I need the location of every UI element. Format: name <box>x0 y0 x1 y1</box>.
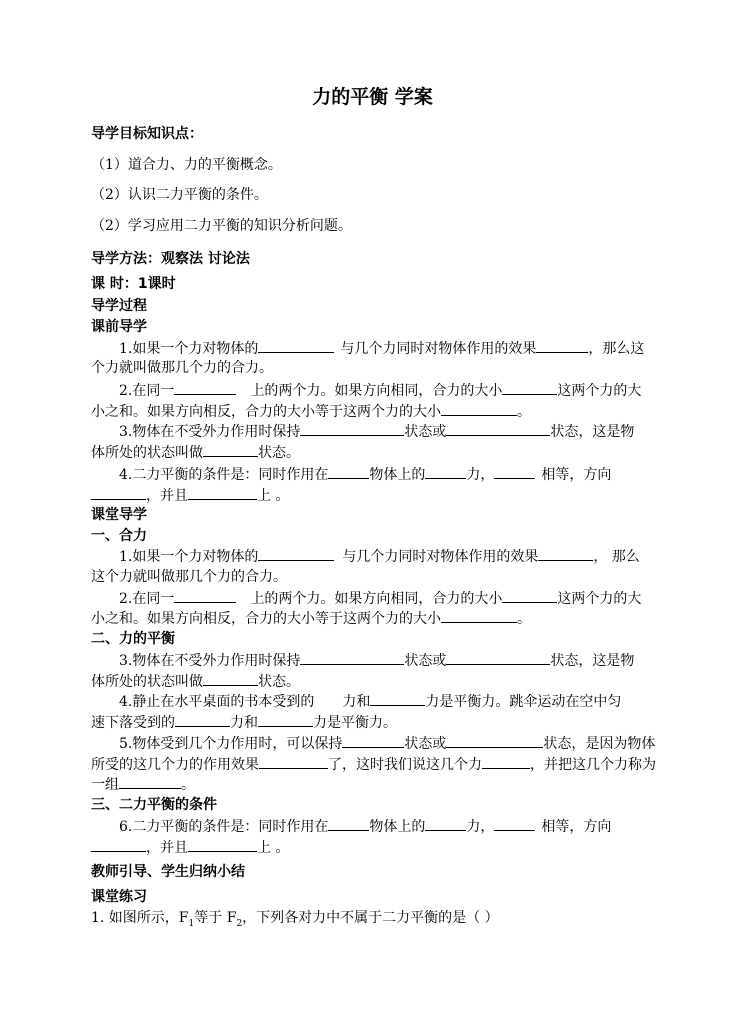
question-line: 速下落受到的 力和 力是平衡力。 <box>91 712 397 733</box>
section-heading: 三、二力平衡的条件 <box>91 797 217 813</box>
question-line: 个力就叫做那几个力的合力。 <box>91 360 273 376</box>
objective-item: （1）道合力、力的平衡概念。 <box>91 157 282 173</box>
question-line: 小之和。如果方向相反，合力的大小等于这两个力的大小 。 <box>91 608 531 629</box>
objectives-heading: 导学目标知识点： <box>91 126 203 142</box>
question-line: 2.在同一 上的两个力。如果方向相同，合力的大小 这两个力的大 <box>119 588 641 609</box>
question-line: 体所处的状态叫做 状态。 <box>91 442 300 463</box>
objective-item: （2）学习应用二力平衡的知识分析问题。 <box>91 218 352 234</box>
question-line: ，并且 上 。 <box>91 837 289 858</box>
question-line: 5.物体受到几个力作用时，可以保持 状态或 状态，是因为物体 <box>119 733 655 754</box>
page-title: 力的平衡 学案 <box>312 86 433 108</box>
hours-line: 课 时：1课时 <box>91 276 176 292</box>
question-line: 6.二力平衡的条件是：同时作用在 物体上的 力， 相等，方向 <box>119 816 611 837</box>
practice-heading: 课堂练习 <box>91 889 147 905</box>
question-line: 4.静止在水平桌面的书本受到的 力和 力是平衡力。跳伞运动在空中匀 <box>119 691 621 712</box>
objective-item: （2）认识二力平衡的条件。 <box>91 187 268 203</box>
question-line: ，并且 上 。 <box>91 485 289 506</box>
section-heading: 二、力的平衡 <box>91 631 175 647</box>
question-line: 1.如果一个力对物体的 与几个力同时对物体作用的效果 ，那么这 <box>119 338 644 359</box>
question-line: 1.如果一个力对物体的 与几个力同时对物体作用的效果 ， 那么 <box>119 546 640 567</box>
question-line: 4.二力平衡的条件是：同时作用在 物体上的 力， 相等，方向 <box>119 464 611 485</box>
question-line: 一组 。 <box>91 774 195 795</box>
method-line: 导学方法：观察法 讨论法 <box>91 251 250 267</box>
question-line: 小之和。如果方向相反，合力的大小等于这两个力的大小 。 <box>91 401 531 422</box>
question-line: 这个力就叫做那几个力的合力。 <box>91 569 287 585</box>
process-heading: 导学过程 <box>91 298 147 314</box>
practice-question: 1. 如图所示，$F_1$等于 $F_2$，下列各对力中不属于二力平衡的是（ ） <box>91 910 499 929</box>
inclass-heading: 课堂导学 <box>91 507 147 523</box>
section-heading: 一、合力 <box>91 528 147 544</box>
question-line: 体所处的状态叫做 状态。 <box>91 671 300 692</box>
question-line: 2.在同一 上的两个力。如果方向相同，合力的大小 这两个力的大 <box>119 380 641 401</box>
question-line: 3.物体在不受外力作用时保持 状态或 状态，这是物 <box>119 650 634 671</box>
question-line: 3.物体在不受外力作用时保持 状态或 状态，这是物 <box>119 421 634 442</box>
preclass-heading: 课前导学 <box>91 319 147 335</box>
question-line: 所受的这几个力的作用效果 了，这时我们说这几个力 ，并把这几个力称为 <box>91 754 656 775</box>
summary-heading: 教师引导、学生归纳小结 <box>91 864 245 880</box>
